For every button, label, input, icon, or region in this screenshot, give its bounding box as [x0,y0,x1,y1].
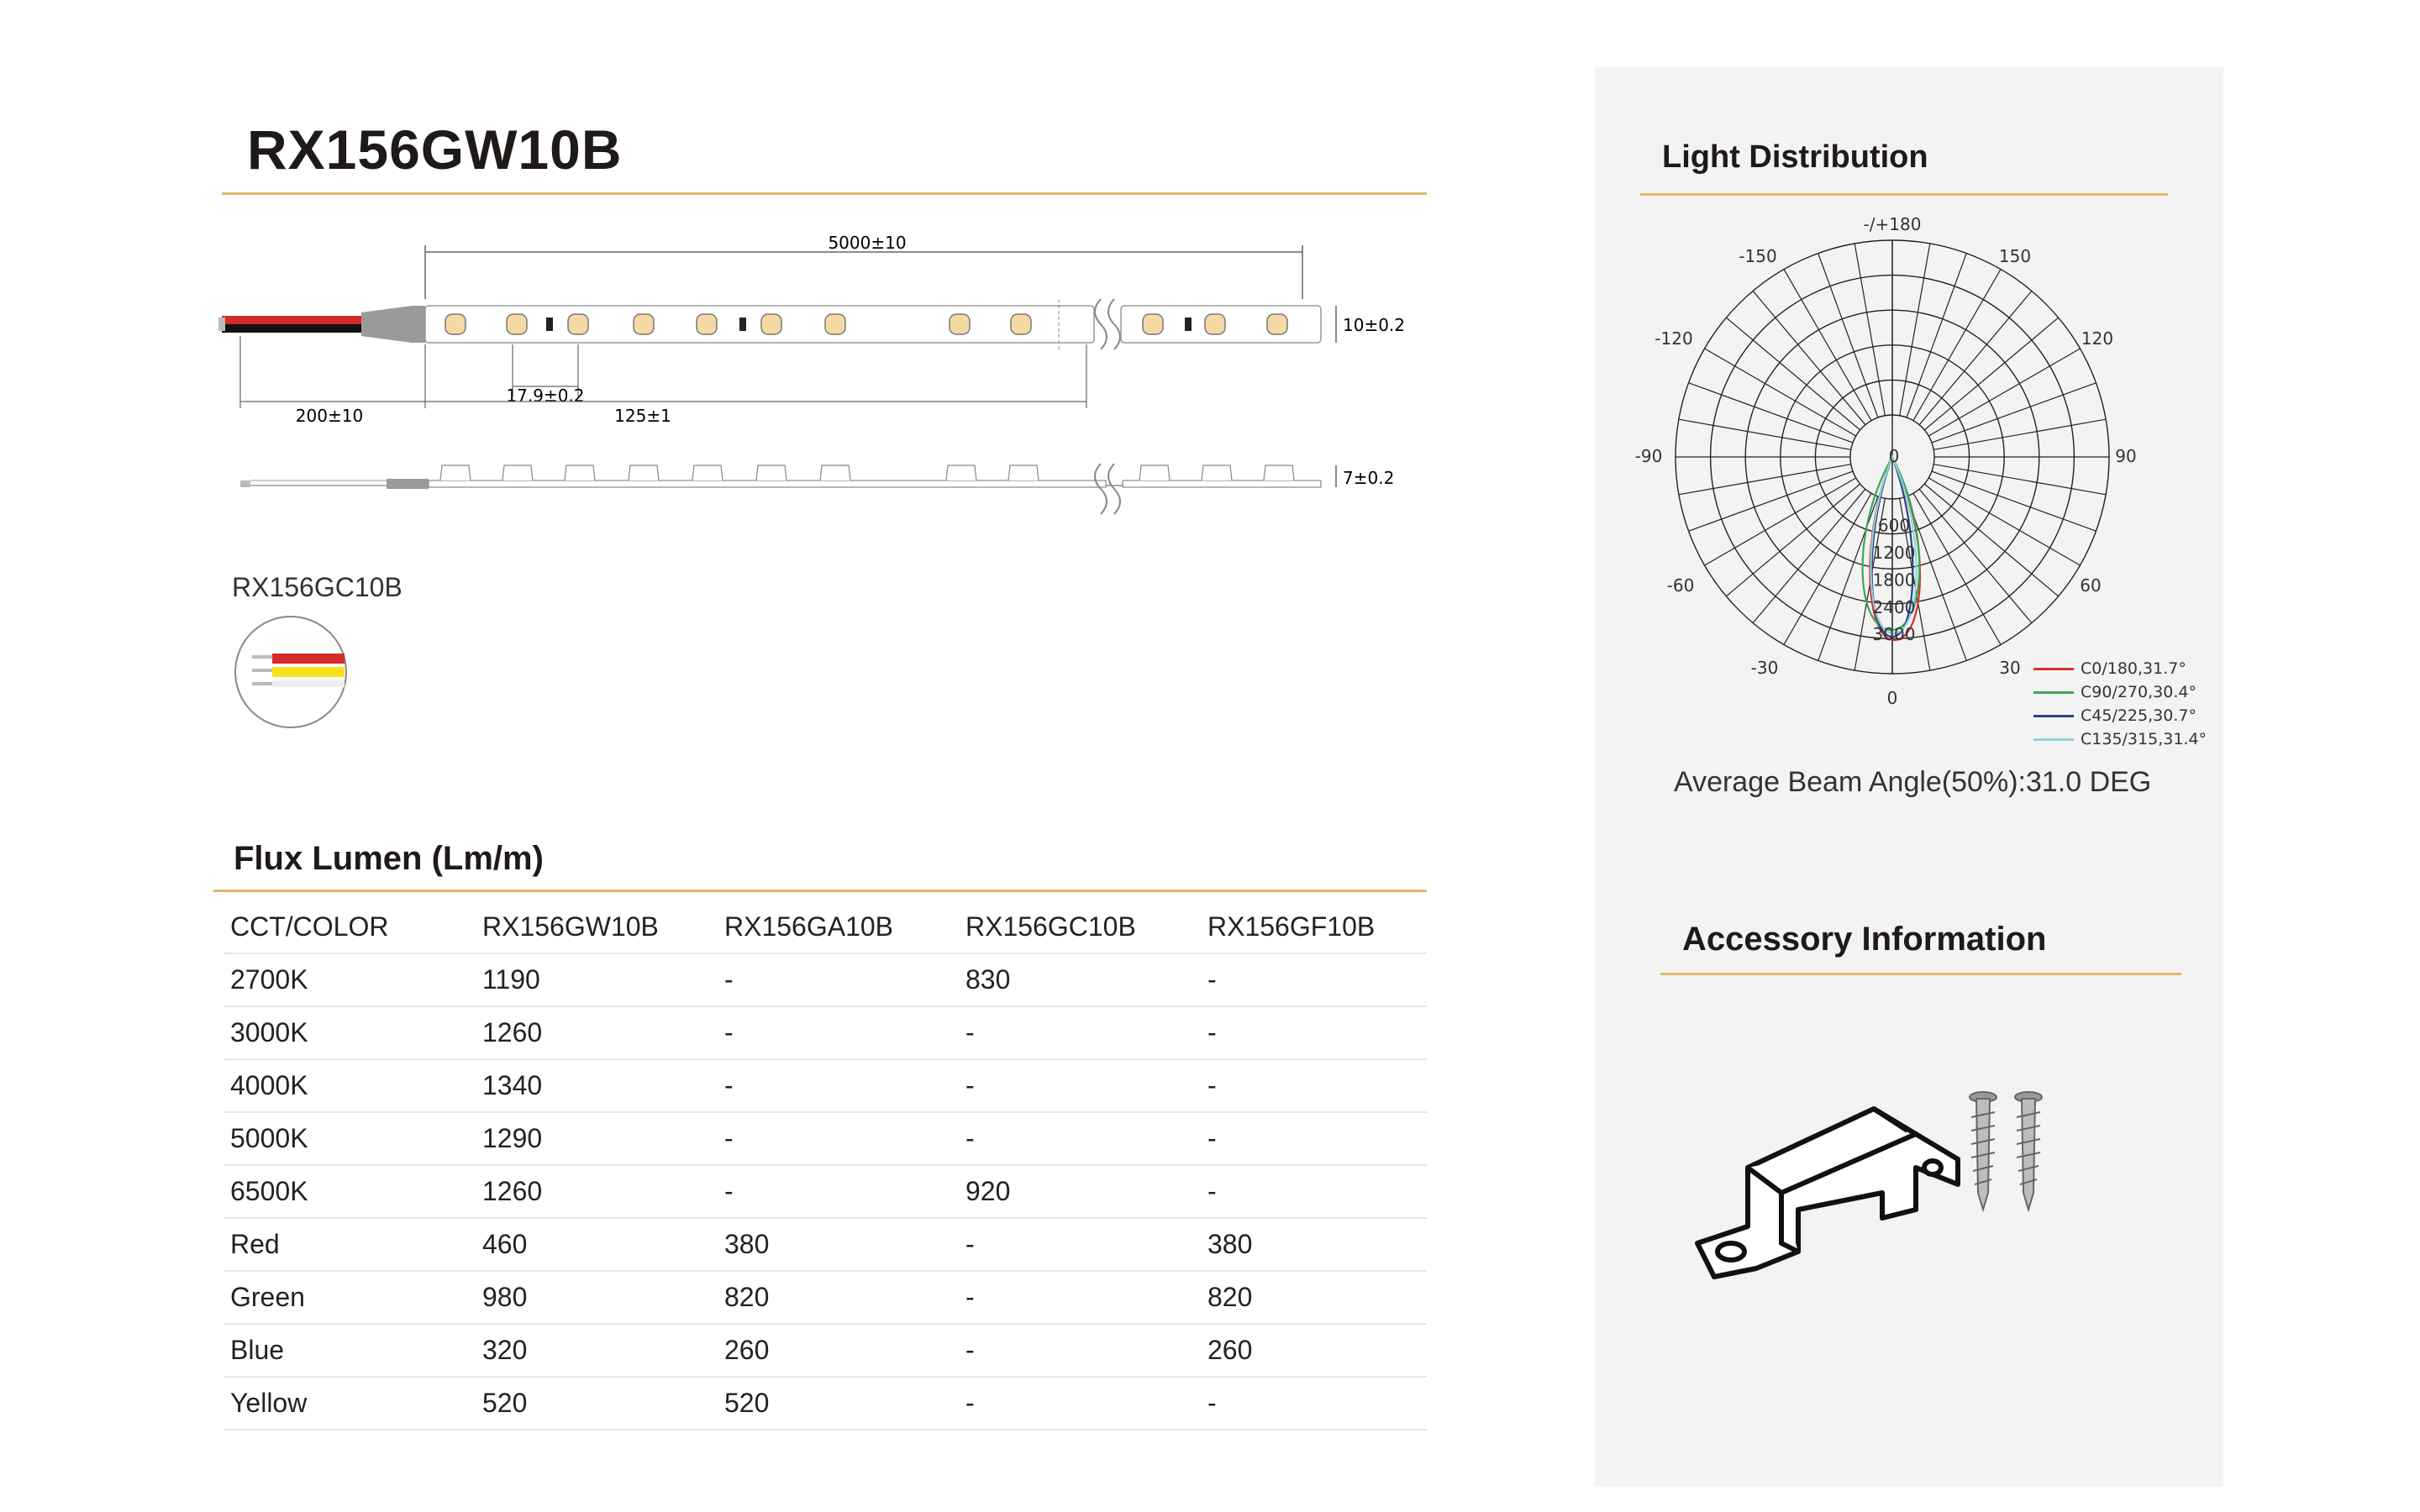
polar-spoke [1753,489,1865,622]
table-row [224,1377,1427,1430]
polar-spoke [1679,465,1851,495]
flux-title: Flux Lumen (Lm/m) [234,840,544,877]
polar-spoke [1924,318,2058,430]
legend-swatch [2033,738,2074,741]
flux-lumen-table [224,900,1427,1431]
cell: 1340 [482,1059,724,1112]
cell: 980 [482,1271,724,1324]
light-distribution-title: Light Distribution [1662,139,1928,175]
cell: 320 [482,1324,724,1377]
polar-spoke [1818,496,1878,660]
strip-side-profile [240,464,1394,514]
header-cell: CCT/COLOR [230,911,389,942]
cell: - [965,1324,1207,1377]
polar-spoke [1933,465,2106,495]
radial-label: 1800 [1872,570,1916,591]
title-divider [222,192,1427,195]
polar-spoke [1900,244,1930,416]
cell: 1290 [482,1112,724,1165]
cell: 3000K [224,1006,482,1059]
table-row [224,1112,1427,1165]
angle-label-minus120: -120 [1655,328,1693,349]
radial-label: 3000 [1872,624,1916,645]
cell: Green [224,1271,482,1324]
legend-swatch [2033,668,2074,670]
table-row [224,1059,1427,1112]
polar-spoke [1924,484,2058,596]
angle-label-minus150: -150 [1739,246,1777,266]
red-wire [222,316,365,324]
polar-spoke [1907,254,1966,417]
cell: 260 [724,1324,965,1377]
legend-label: C135/315,31.4° [2081,730,2207,748]
black-wire [222,324,365,333]
polar-legend [2033,657,2207,751]
cell: 1260 [482,1006,724,1059]
cell: - [724,1059,965,1112]
angle-label-150: 150 [1998,246,2032,266]
radial-label: 0 [1888,446,1900,466]
cell: - [965,1218,1207,1271]
cell: 2700K [224,953,482,1006]
cell: - [965,1271,1207,1324]
table-row [224,953,1427,1006]
cell: - [965,1377,1207,1430]
variant-label: RX156GC10B [232,572,402,602]
polar-spoke [1919,489,2032,622]
legend-item [2033,680,2207,704]
polar-spoke [1689,471,1853,531]
angle-label-60: 60 [2080,575,2102,596]
cell: - [1207,1165,1427,1218]
polar-spoke [1726,318,1860,430]
cell: 520 [724,1377,965,1430]
table-row [224,1165,1427,1218]
strip-end-cap [361,306,425,343]
pitch-dimension: 17.9±0.2 [506,386,585,406]
cell: 520 [482,1377,724,1430]
cell: 1260 [482,1165,724,1218]
table-row [224,1324,1427,1377]
light-divider [1640,193,2168,196]
cell: - [724,1006,965,1059]
cell: Yellow [224,1377,482,1430]
height-dimension: 7±0.2 [1343,468,1395,488]
angle-label-minus90: -90 [1634,446,1663,466]
polar-light-distribution-chart [1630,210,2168,714]
polar-spoke [1753,291,1865,424]
legend-swatch [2033,691,2074,694]
cell: - [965,1006,1207,1059]
accessory-divider [1660,973,2181,975]
polar-spoke [1919,291,2032,424]
legend-swatch [2033,715,2074,717]
angle-label-minus30: -30 [1750,658,1779,678]
cell: 380 [1207,1218,1427,1271]
legend-label: C45/225,30.7° [2081,706,2196,725]
polar-spoke [1932,471,2096,531]
angle-label-30: 30 [1999,658,2021,678]
table-row [224,1218,1427,1271]
width-dimension: 10±0.2 [1343,315,1406,335]
legend-item [2033,704,2207,727]
cell: 5000K [224,1112,482,1165]
legend-label: C90/270,30.4° [2081,683,2196,701]
polar-spoke [1932,383,2096,443]
table-row [224,1006,1427,1059]
cell: 1190 [482,953,724,1006]
legend-item [2033,727,2207,751]
cell: - [1207,1059,1427,1112]
cell: - [1207,1377,1427,1430]
cable-dimension: 200±10 [295,406,364,426]
cut-dimension: 125±1 [614,406,671,426]
product-title: RX156GW10B [247,118,623,181]
cell: 830 [965,953,1207,1006]
table-header-row [224,900,1427,953]
radial-label: 1200 [1872,542,1916,563]
angle-label-top: -/+180 [1863,214,1922,234]
cell: Blue [224,1324,482,1377]
cell: 820 [1207,1271,1427,1324]
header-cell: RX156GW10B [482,911,659,942]
accessory-illustration [1681,1075,2067,1294]
screw-icon [1970,1092,1996,1210]
cell: - [1207,1006,1427,1059]
table-row [224,1271,1427,1324]
angle-label-120: 120 [2081,328,2114,349]
cell: - [724,953,965,1006]
header-cell: RX156GF10B [1207,911,1376,942]
angle-label-90: 90 [2115,446,2137,466]
cell: - [965,1112,1207,1165]
radial-label: 600 [1877,515,1911,536]
strip-technical-drawing [218,218,1428,739]
cell: 260 [1207,1324,1427,1377]
polar-spoke [1818,254,1878,417]
screw-icon [2015,1092,2042,1210]
cell: 4000K [224,1059,482,1112]
average-beam-angle: Average Beam Angle(50%):31.0 DEG [1674,766,2152,798]
cell: Red [224,1218,482,1271]
header-cell: RX156GC10B [965,911,1136,942]
cell: - [724,1165,965,1218]
polar-spoke [1933,419,2106,449]
mounting-clip-icon [1697,1109,1958,1277]
polar-spoke [1689,383,1853,443]
accessory-title: Accessory Information [1682,921,2047,958]
header-cell: RX156GA10B [724,911,894,942]
polar-spoke [1679,419,1851,449]
cell: 6500K [224,1165,482,1218]
polar-spoke [1726,484,1860,596]
legend-label: C0/180,31.7° [2081,659,2186,678]
angle-label-bottom: 0 [1886,688,1898,708]
angle-label-minus60: -60 [1666,575,1695,596]
cell: 380 [724,1218,965,1271]
legend-item [2033,657,2207,680]
cell: 460 [482,1218,724,1271]
cell: 820 [724,1271,965,1324]
cell: 920 [965,1165,1207,1218]
length-dimension: 5000±10 [828,233,907,253]
cell: - [724,1112,965,1165]
cell: - [965,1059,1207,1112]
cell: - [1207,953,1427,1006]
polar-spoke [1854,244,1885,416]
flux-divider [213,890,1427,892]
cell: - [1207,1112,1427,1165]
radial-label: 2400 [1872,596,1916,617]
